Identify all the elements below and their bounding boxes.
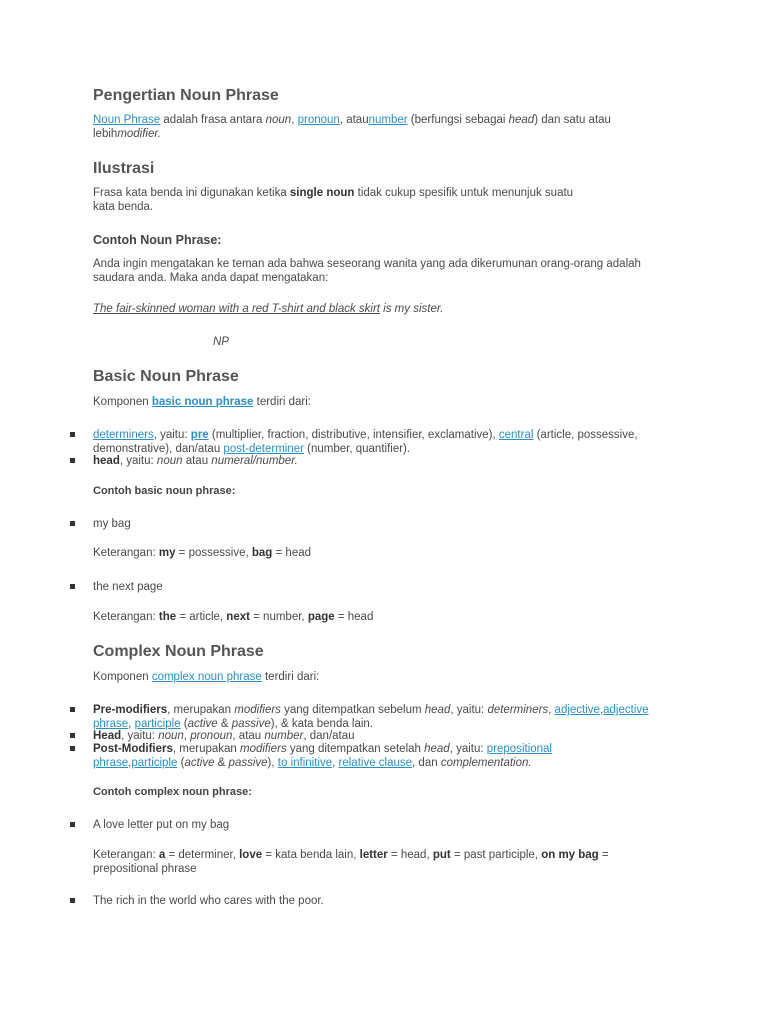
text-bold: Pre-modifiers [93,704,168,716]
link-adjective[interactable]: adjective [554,704,600,716]
text: = head [272,547,312,559]
text-bold: head [93,455,120,467]
link-determiners[interactable]: determiners [93,429,154,441]
example-sentence [93,303,663,317]
list-item: my bag [93,518,131,530]
text: = possessive, [175,547,252,559]
text: , [128,717,135,730]
keterangan [93,547,663,561]
text: ) dan satu atau [534,114,611,126]
link-central[interactable]: central [498,429,534,441]
text: = article, [176,611,227,623]
text: terdiri dari: [253,396,311,408]
text: yang ditempatkan setelah [286,743,425,755]
paragraph-complex-intro [93,671,663,685]
text-italic: modifiers [240,743,287,755]
text-italic: noun [156,455,183,467]
text: , atau [232,730,265,742]
text: terdiri dari: [261,671,320,683]
text: , merupakan [172,743,240,755]
text: = head, [387,849,433,861]
link-pre[interactable]: pre [190,429,209,441]
text: = past participle, [450,849,542,861]
text: = number, [249,611,308,623]
text: Frasa kata benda ini digunakan ketika [93,187,290,199]
text: = determiner, [165,849,240,861]
text-italic: noun [265,114,292,126]
text: ), & kata benda lain. [270,717,374,730]
text: kata benda. [93,200,154,213]
text-italic: passive [231,717,271,730]
text-italic: modifiers [234,704,281,716]
text-italic: head [424,743,450,755]
text: , yaitu: [153,429,191,441]
text: Anda ingin mengatakan ke teman ada bahwa seseorang wanita yang ada dikerumunan orang-orang adalah [93,258,641,270]
text: , [599,704,604,716]
keterangan [93,849,663,876]
text: , yaitu: [449,743,487,755]
text-italic: modifier. [117,127,161,140]
link-prepositional-phrase[interactable]: prepositional [486,743,552,755]
text: (multiplier, fraction, distributive, intensifier, exclamative), [208,429,499,441]
text-italic: head [424,704,451,716]
text: lebih [93,127,118,140]
text: saudara anda. Maka anda dapat mengatakan: [93,271,329,284]
paragraph-basic-intro [93,396,663,410]
link-adjective-phrase[interactable]: phrase [93,717,129,730]
bullet-icon [70,822,75,827]
text: , dan [412,756,441,769]
text: demonstrative), dan/atau [93,442,224,455]
text-italic: passive [228,756,268,769]
link-complex-noun-phrase[interactable]: complex noun phrase [151,671,262,683]
text: (article, possessive, [533,429,638,441]
text-bold: Head [93,730,122,742]
bullet-icon [70,898,75,903]
text-italic: NP [213,336,229,348]
link-adjective-phrase[interactable]: adjective [603,704,649,716]
paragraph-pengertian [93,114,663,141]
list-item: the next page [93,581,163,593]
text: (number, quantifier). [303,442,411,455]
text: & [217,717,232,730]
paragraph-contoh [93,258,663,285]
text: , [548,704,555,716]
paragraph-ilustrasi [93,187,663,214]
text: (berfungsi sebagai [407,114,509,126]
text-bold: put [432,849,451,861]
text: ( [180,717,188,730]
text-italic: complementation. [440,756,532,769]
text: atau [182,455,212,467]
heading-pengertian: Pengertian Noun Phrase [93,87,279,104]
text-italic: number [264,730,304,742]
list-item: A love letter put on my bag [93,819,230,831]
text: Komponen [93,396,152,408]
link-prepositional-phrase[interactable]: phrase [93,756,129,769]
text: , [128,756,132,769]
text-bold: page [307,611,335,623]
text: , yaitu: [121,730,159,742]
text-italic: numeral/number. [211,455,298,467]
link-pronoun[interactable]: pronoun [297,114,340,126]
bullet-icon [70,746,75,751]
bullet-icon [70,432,75,437]
link-to-infinitive[interactable]: to infinitive [277,756,333,769]
text: tidak cukup spesifik untuk menunjuk suatu [354,187,574,199]
text: Komponen [93,671,152,683]
link-relative-clause[interactable]: relative clause [338,756,413,769]
heading-basic-noun-phrase: Basic Noun Phrase [93,368,239,385]
text-underlined: The fair-skinned woman with a red T-shirt and black skirt [93,303,380,315]
heading-contoh-basic: Contoh basic noun phrase: [93,485,236,497]
text: , dan/atau [303,730,355,742]
text-italic: determiners [487,704,549,716]
bullet-icon [70,458,75,463]
heading-ilustrasi: Ilustrasi [93,160,155,177]
text: prepositional phrase [93,862,197,875]
link-noun-phrase[interactable]: Noun Phrase [93,114,161,126]
text: Keterangan: [93,547,159,559]
link-post-determiner[interactable]: post-determiner [223,442,304,455]
text: , [332,756,339,769]
link-number[interactable]: number [368,114,408,126]
text: = kata benda lain, [262,849,360,861]
text-bold: letter [359,849,388,861]
text-bold: on my bag [541,849,599,861]
link-participle[interactable]: participle [134,717,181,730]
text: adalah frasa antara [160,114,266,126]
heading-complex-noun-phrase: Complex Noun Phrase [93,643,264,660]
text-bold: bag [251,547,273,559]
text: , yaitu: [450,704,488,716]
list-item [93,704,663,731]
text: is my sister. [379,303,444,315]
text: yang ditempatkan sebelum [280,704,425,716]
text: & [214,756,229,769]
text: ), [267,756,278,769]
bullet-icon [70,707,75,712]
list-item [93,455,663,469]
heading-contoh-noun-phrase: Contoh Noun Phrase: [93,233,222,247]
text-bold: love [239,849,263,861]
text: = [598,849,609,861]
text: Keterangan: [93,849,159,861]
text: , atau [339,114,369,126]
text-italic: active [187,717,218,730]
text-bold: single noun [289,187,355,199]
text: , [183,730,191,742]
text-bold: next [226,611,250,623]
list-item: The rich in the world who cares with the poor. [93,895,324,907]
heading-contoh-complex: Contoh complex noun phrase: [93,786,252,798]
bullet-icon [70,521,75,526]
text: , yaitu: [119,455,157,467]
text-bold: Post-Modifiers [93,743,173,755]
text: , [291,114,298,126]
bullet-icon [70,733,75,738]
keterangan [93,611,663,625]
text-italic: noun [158,730,184,742]
text-bold: my [158,547,176,559]
link-participle[interactable]: participle [131,756,178,769]
np-label [213,336,273,350]
text-italic: active [184,756,215,769]
list-item [93,743,663,770]
text: ( [177,756,185,769]
list-item [93,429,663,456]
bullet-icon [70,584,75,589]
list-item [93,730,663,744]
text-italic: pronoun [190,730,233,742]
text: Keterangan: [93,611,159,623]
text: = head [334,611,374,623]
link-basic-noun-phrase[interactable]: basic noun phrase [151,396,254,408]
text-bold: a [158,849,166,861]
text-bold: the [158,611,177,623]
text: , merupakan [167,704,235,716]
text-italic: head [508,114,535,126]
